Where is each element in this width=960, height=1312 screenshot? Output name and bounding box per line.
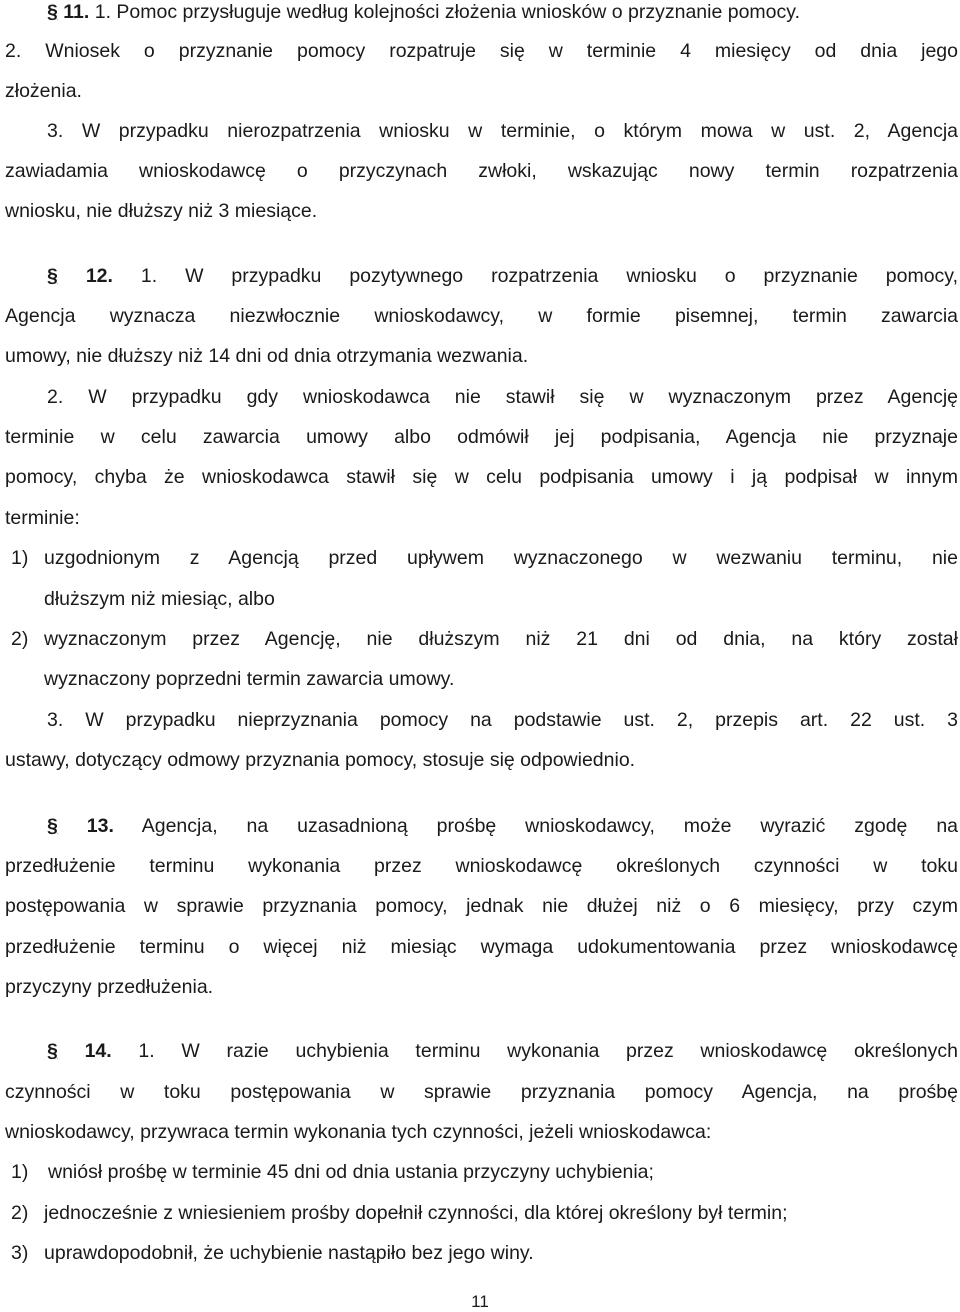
section-12-line-8: 3. W przypadku nieprzyznania pomocy na podstawie ust. 2, przepis art. 22 ust. 3 xyxy=(47,709,958,731)
section-14-number: 14. xyxy=(84,1040,112,1062)
section-11-number: 11. xyxy=(63,1,90,23)
section-13-line-5: przyczyny przedłużenia. xyxy=(5,976,214,998)
page-number: 11 xyxy=(471,1292,489,1311)
section-11-line-1 xyxy=(47,0,958,24)
section-14-item-2: jednocześnie z wniesieniem prośby dopełnił czynności, dla której określony był termin; xyxy=(44,1202,788,1224)
section-symbol: § xyxy=(47,265,58,287)
section-13-number: 13. xyxy=(86,815,114,837)
section-12-item-1-line-2: dłuższym niż miesiąc, albo xyxy=(44,588,275,610)
section-12-line-7: terminie: xyxy=(5,507,80,529)
section-13-text-1: Agencja, na uzasadnioną prośbę wnioskodawcy, może wyrazić zgodę na xyxy=(141,815,959,837)
list-number: 3) xyxy=(11,1242,29,1264)
section-13-line-2: przedłużenie terminu wykonania przez wnioskodawcę określonych czynności w toku xyxy=(5,855,958,877)
section-12-line-1 xyxy=(47,264,958,288)
section-14-text-1: 1. W razie uchybienia terminu wykonania przez wnioskodawcę określonych xyxy=(138,1040,958,1062)
section-13-line-4: przedłużenie terminu o więcej niż miesiąc wymaga udokumentowania przez wnioskodawcę xyxy=(5,936,958,958)
section-13-line-1 xyxy=(47,814,958,838)
section-14-item-3: uprawdopodobnił, że uchybienie nastąpiło bez jego winy. xyxy=(44,1242,534,1264)
section-12-line-4: 2. W przypadku gdy wnioskodawca nie stawił się w wyznaczonym przez Agencję xyxy=(47,386,958,408)
section-11-line-6: wniosku, nie dłuższy niż 3 miesiące. xyxy=(5,200,318,222)
section-14-line-3: wnioskodawcy, przywraca termin wykonania tych czynności, jeżeli wnioskodawca: xyxy=(5,1121,712,1143)
section-14-item-1: wniósł prośbę w terminie 45 dni od dnia ustania przyczyny uchybienia; xyxy=(48,1161,654,1183)
section-11-line-4: 3. W przypadku nierozpatrzenia wniosku w terminie, o którym mowa w ust. 2, Agencja xyxy=(47,120,958,142)
section-12-line-6: pomocy, chyba że wnioskodawca stawił się w celu podpisania umowy i ją podpisał w innym xyxy=(5,466,958,488)
section-12-line-2: Agencja wyznacza niezwłocznie wnioskodawcy, w formie pisemnej, termin zawarcia xyxy=(5,305,958,327)
section-14-line-2: czynności w toku postępowania w sprawie przyznania pomocy Agencja, na prośbę xyxy=(5,1081,958,1103)
section-12-line-3: umowy, nie dłuższy niż 14 dni od dnia otrzymania wezwania. xyxy=(5,345,529,367)
section-symbol: § xyxy=(47,815,58,837)
section-symbol: § xyxy=(47,1040,58,1062)
section-12-line-5: terminie w celu zawarcia umowy albo odmówił jej podpisania, Agencja nie przyznaje xyxy=(5,426,958,448)
section-12-line-9: ustawy, dotyczący odmowy przyznania pomocy, stosuje się odpowiednio. xyxy=(5,749,636,771)
section-12-text-1: 1. W przypadku pozytywnego rozpatrzenia wniosku o przyznanie pomocy, xyxy=(140,265,959,287)
section-14-line-1 xyxy=(47,1039,958,1063)
section-11-line-5: zawiadamia wnioskodawcę o przyczynach zwłoki, wskazując nowy termin rozpatrzenia xyxy=(5,160,958,182)
section-13-line-3: postępowania w sprawie przyznania pomocy, jednak nie dłużej niż o 6 miesięcy, przy czym xyxy=(5,895,958,917)
section-11-line-2: 2. Wniosek o przyznanie pomocy rozpatruje się w terminie 4 miesięcy od dnia jego xyxy=(5,40,958,62)
list-number: 2) xyxy=(11,1202,29,1224)
section-12-item-1-line-1: uzgodnionym z Agencją przed upływem wyznaczonego w wezwaniu terminu, nie xyxy=(44,547,958,569)
section-12-item-2-line-2: wyznaczony poprzedni termin zawarcia umowy. xyxy=(44,668,455,690)
section-12-number: 12. xyxy=(85,265,113,287)
section-11-text-1: 1. Pomoc przysługuje według kolejności złożenia wniosków o przyznanie pomocy. xyxy=(94,1,800,23)
section-11-line-3: złożenia. xyxy=(5,80,82,102)
section-12-item-2-line-1: wyznaczonym przez Agencję, nie dłuższym niż 21 dni od dnia, na który został xyxy=(44,628,958,650)
list-number: 1) xyxy=(11,547,29,569)
list-number: 1) xyxy=(11,1161,29,1183)
section-symbol: § xyxy=(47,1,58,23)
list-number: 2) xyxy=(11,628,29,650)
